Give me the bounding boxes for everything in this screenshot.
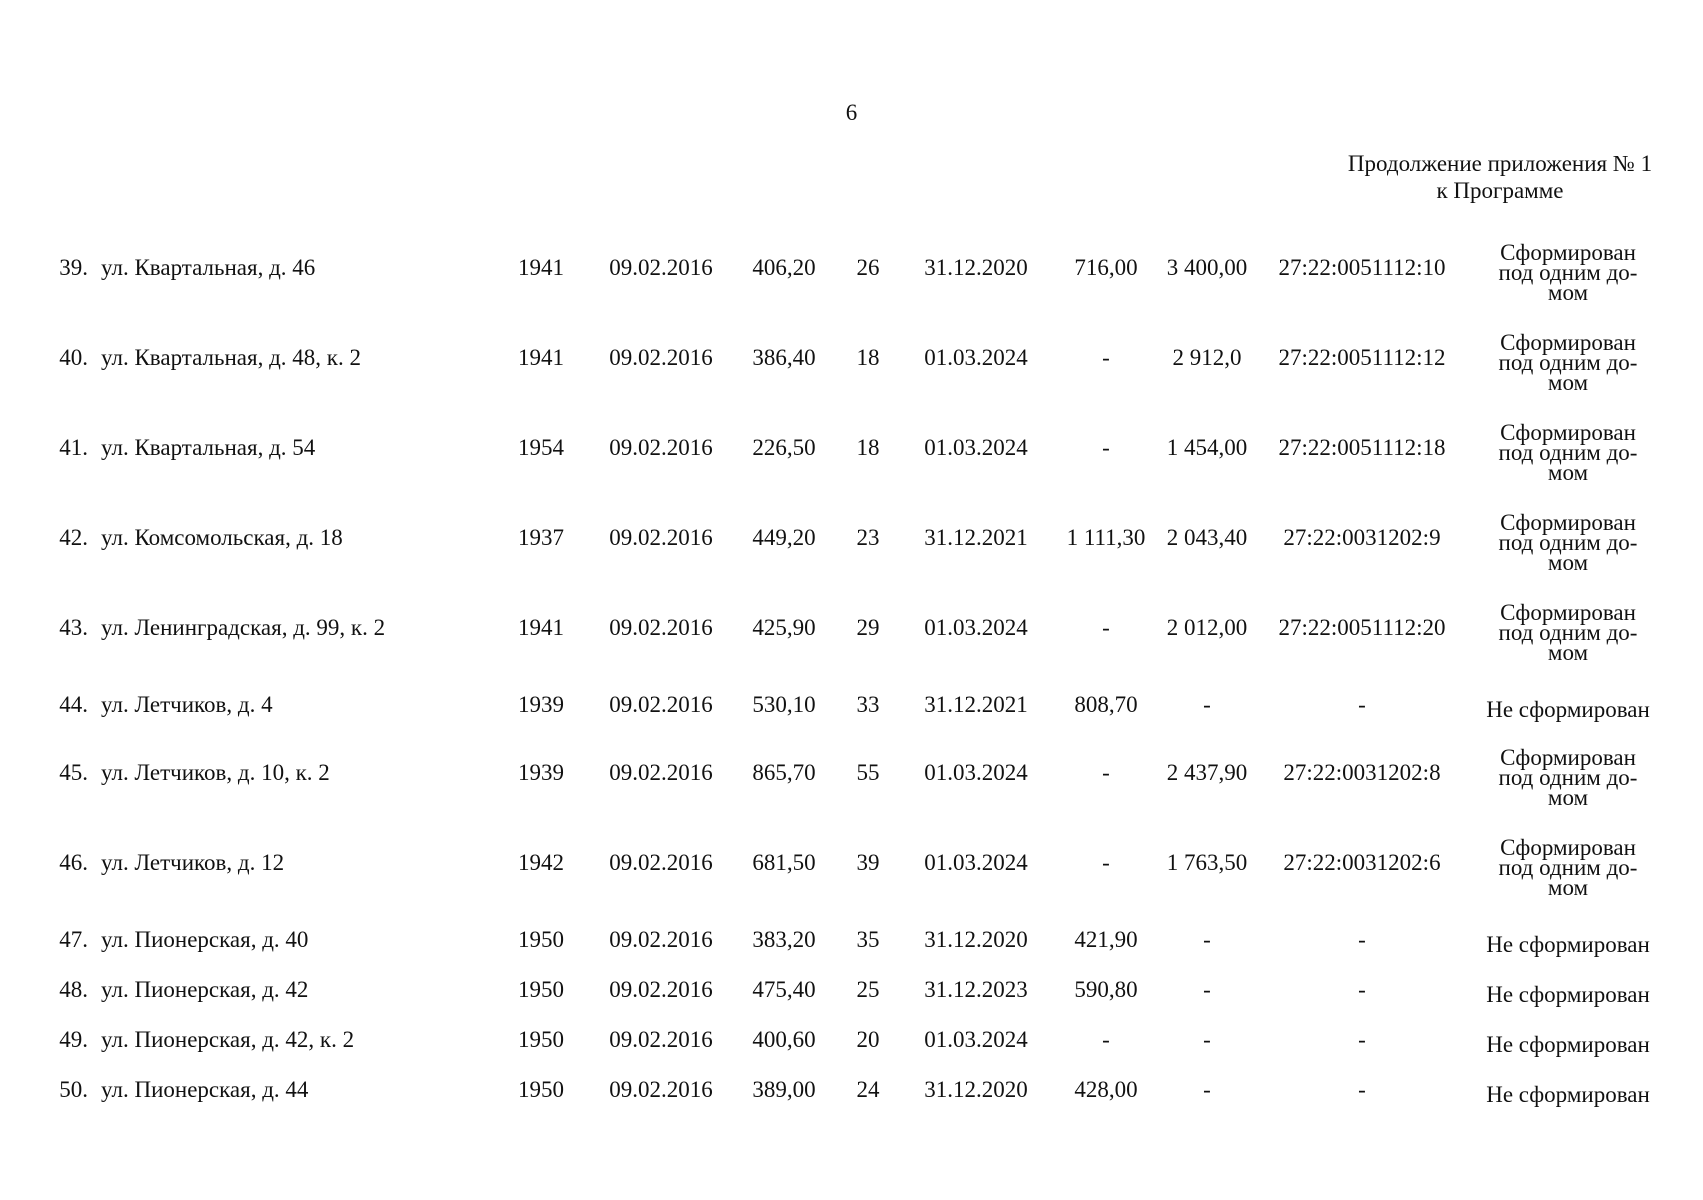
recognition-date: 09.02.2016 (609, 1027, 713, 1052)
row-number: 50. (59, 1077, 88, 1102)
value-1: - (1102, 345, 1110, 370)
construction-year: 1941 (518, 615, 564, 640)
row-number: 39. (59, 255, 88, 280)
construction-year: 1939 (518, 760, 564, 785)
construction-year: 1950 (518, 927, 564, 952)
resettlement-deadline: 01.03.2024 (924, 345, 1028, 370)
land-plot-status (1470, 330, 1666, 395)
row-number: 44. (59, 692, 88, 717)
value-1: - (1102, 435, 1110, 460)
value-2: 2 012,00 (1166, 615, 1248, 640)
row-number: 45. (59, 760, 88, 785)
area: 400,60 (752, 1027, 816, 1052)
cadastral-number: - (1358, 927, 1366, 952)
status-line: мом (1547, 280, 1589, 305)
status-line: Сформирован (1500, 600, 1636, 625)
cadastral-number: 27:22:0031202:8 (1283, 760, 1441, 785)
residents-count: 23 (856, 525, 880, 550)
status-line: Сформирован (1500, 510, 1636, 535)
value-2: - (1203, 692, 1211, 717)
table-row (0, 745, 1703, 850)
area: 475,40 (752, 977, 816, 1002)
residents-count: 35 (856, 927, 880, 952)
status-line: под одним до- (1498, 855, 1638, 880)
land-plot-status (1470, 420, 1666, 485)
residents-count: 39 (856, 850, 880, 875)
recognition-date: 09.02.2016 (609, 435, 713, 460)
construction-year: 1950 (518, 1027, 564, 1052)
resettlement-deadline: 31.12.2021 (924, 525, 1028, 550)
status-line: мом (1547, 370, 1589, 395)
land-plot-status (1470, 980, 1666, 1010)
address: ул. Пионерская, д. 44 (101, 1077, 309, 1102)
value-1: - (1102, 615, 1110, 640)
residents-count: 25 (856, 977, 880, 1002)
status-line: под одним до- (1498, 765, 1638, 790)
value-1: 428,00 (1074, 1077, 1138, 1102)
resettlement-deadline: 31.12.2021 (924, 692, 1028, 717)
recognition-date: 09.02.2016 (609, 760, 713, 785)
resettlement-deadline: 01.03.2024 (924, 760, 1028, 785)
recognition-date: 09.02.2016 (609, 927, 713, 952)
land-plot-status (1470, 240, 1666, 305)
address: ул. Летчиков, д. 4 (101, 692, 273, 717)
status-line: Сформирован (1500, 420, 1636, 445)
table-row (0, 240, 1703, 345)
area: 386,40 (752, 345, 816, 370)
recognition-date: 09.02.2016 (609, 692, 713, 717)
resettlement-deadline: 01.03.2024 (924, 615, 1028, 640)
address: ул. Пионерская, д. 42 (101, 977, 309, 1002)
address: ул. Квартальная, д. 54 (101, 435, 316, 460)
resettlement-deadline: 31.12.2020 (924, 1077, 1028, 1102)
recognition-date: 09.02.2016 (609, 615, 713, 640)
status-line: мом (1547, 460, 1589, 485)
row-number: 46. (59, 850, 88, 875)
status-line: Сформирован (1500, 835, 1636, 860)
value-2: - (1203, 977, 1211, 1002)
area: 865,70 (752, 760, 816, 785)
resettlement-deadline: 01.03.2024 (924, 1027, 1028, 1052)
construction-year: 1942 (518, 850, 564, 875)
cadastral-number: 27:22:0031202:6 (1283, 850, 1441, 875)
row-number: 49. (59, 1027, 88, 1052)
status-line: под одним до- (1498, 260, 1638, 285)
cadastral-number: - (1358, 1027, 1366, 1052)
cadastral-number: 27:22:0051112:10 (1278, 255, 1446, 280)
construction-year: 1941 (518, 255, 564, 280)
land-plot-status (1470, 745, 1666, 810)
status-line: мом (1547, 550, 1589, 575)
area: 681,50 (752, 850, 816, 875)
resettlement-deadline: 01.03.2024 (924, 435, 1028, 460)
value-1: 1 111,30 (1066, 525, 1146, 550)
area: 383,20 (752, 927, 816, 952)
value-1: 716,00 (1074, 255, 1138, 280)
table-row (0, 690, 1703, 740)
appendix-header (1290, 150, 1703, 204)
residents-count: 24 (856, 1077, 880, 1102)
table-row (0, 1025, 1703, 1075)
residents-count: 33 (856, 692, 880, 717)
area: 226,50 (752, 435, 816, 460)
value-2: - (1203, 927, 1211, 952)
residents-count: 18 (856, 435, 880, 460)
status-line: Сформирован (1500, 330, 1636, 355)
table-row (0, 925, 1703, 975)
row-number: 41. (59, 435, 88, 460)
address: ул. Квартальная, д. 48, к. 2 (101, 345, 361, 370)
status-line: Не сформирован (1486, 697, 1650, 722)
value-1: - (1102, 850, 1110, 875)
value-1: - (1102, 1027, 1110, 1052)
recognition-date: 09.02.2016 (609, 345, 713, 370)
construction-year: 1950 (518, 1077, 564, 1102)
construction-year: 1941 (518, 345, 564, 370)
residents-count: 55 (856, 760, 880, 785)
land-plot-status (1470, 600, 1666, 665)
table-row (0, 1075, 1703, 1125)
table-row (0, 330, 1703, 435)
status-line: Сформирован (1500, 745, 1636, 770)
residents-count: 26 (856, 255, 880, 280)
cadastral-number: - (1358, 977, 1366, 1002)
value-1: - (1102, 760, 1110, 785)
table-row (0, 975, 1703, 1025)
status-line: под одним до- (1498, 440, 1638, 465)
status-line: под одним до- (1498, 620, 1638, 645)
residents-count: 18 (856, 345, 880, 370)
cadastral-number: 27:22:0051112:12 (1278, 345, 1446, 370)
construction-year: 1939 (518, 692, 564, 717)
value-2: 2 437,90 (1166, 760, 1248, 785)
value-2: 2 043,40 (1166, 525, 1248, 550)
row-number: 43. (59, 615, 88, 640)
area: 389,00 (752, 1077, 816, 1102)
recognition-date: 09.02.2016 (609, 525, 713, 550)
resettlement-deadline: 31.12.2020 (924, 927, 1028, 952)
land-plot-status (1470, 835, 1666, 900)
land-plot-status (1470, 510, 1666, 575)
area: 406,20 (752, 255, 816, 280)
resettlement-deadline: 01.03.2024 (924, 850, 1028, 875)
land-plot-status (1470, 1080, 1666, 1110)
resettlement-deadline: 31.12.2020 (924, 255, 1028, 280)
address: ул. Летчиков, д. 12 (101, 850, 285, 875)
row-number: 42. (59, 525, 88, 550)
table-row (0, 510, 1703, 615)
area: 530,10 (752, 692, 816, 717)
address: ул. Ленинградская, д. 99, к. 2 (101, 615, 386, 640)
status-line: Не сформирован (1486, 932, 1650, 957)
cadastral-number: - (1358, 1077, 1366, 1102)
row-number: 48. (59, 977, 88, 1002)
land-plot-status (1470, 1030, 1666, 1060)
recognition-date: 09.02.2016 (609, 255, 713, 280)
area: 425,90 (752, 615, 816, 640)
status-line: Не сформирован (1486, 1082, 1650, 1107)
residents-count: 29 (856, 615, 880, 640)
cadastral-number: 27:22:0031202:9 (1283, 525, 1441, 550)
recognition-date: 09.02.2016 (609, 850, 713, 875)
land-plot-status (1470, 930, 1666, 960)
address: ул. Квартальная, д. 46 (101, 255, 316, 280)
value-1: 421,90 (1074, 927, 1138, 952)
value-2: 1 454,00 (1166, 435, 1248, 460)
value-2: 1 763,50 (1166, 850, 1248, 875)
cadastral-number: 27:22:0051112:20 (1278, 615, 1446, 640)
status-line: под одним до- (1498, 530, 1638, 555)
status-line: Не сформирован (1486, 1032, 1650, 1057)
status-line: Сформирован (1500, 240, 1636, 265)
construction-year: 1937 (518, 525, 564, 550)
address: ул. Пионерская, д. 42, к. 2 (101, 1027, 355, 1052)
row-number: 40. (59, 345, 88, 370)
address: ул. Летчиков, д. 10, к. 2 (101, 760, 330, 785)
status-line: под одним до- (1498, 350, 1638, 375)
cadastral-number: - (1358, 692, 1366, 717)
value-2: 3 400,00 (1166, 255, 1248, 280)
area: 449,20 (752, 525, 816, 550)
value-1: 590,80 (1074, 977, 1138, 1002)
status-line: мом (1547, 875, 1589, 900)
page-number: 6 (845, 100, 858, 125)
value-2: - (1203, 1027, 1211, 1052)
value-1: 808,70 (1074, 692, 1138, 717)
address: ул. Пионерская, д. 40 (101, 927, 309, 952)
construction-year: 1950 (518, 977, 564, 1002)
address: ул. Комсомольская, д. 18 (101, 525, 343, 550)
resettlement-deadline: 31.12.2023 (924, 977, 1028, 1002)
value-2: 2 912,0 (1172, 345, 1242, 370)
table-row (0, 420, 1703, 525)
appendix-header-line2: к Программе (1436, 178, 1564, 203)
cadastral-number: 27:22:0051112:18 (1278, 435, 1446, 460)
land-plot-status (1470, 695, 1666, 725)
recognition-date: 09.02.2016 (609, 977, 713, 1002)
status-line: мом (1547, 785, 1589, 810)
value-2: - (1203, 1077, 1211, 1102)
appendix-header-line1: Продолжение приложения № 1 (1347, 151, 1653, 176)
row-number: 47. (59, 927, 88, 952)
construction-year: 1954 (518, 435, 564, 460)
status-line: мом (1547, 640, 1589, 665)
recognition-date: 09.02.2016 (609, 1077, 713, 1102)
status-line: Не сформирован (1486, 982, 1650, 1007)
residents-count: 20 (856, 1027, 880, 1052)
